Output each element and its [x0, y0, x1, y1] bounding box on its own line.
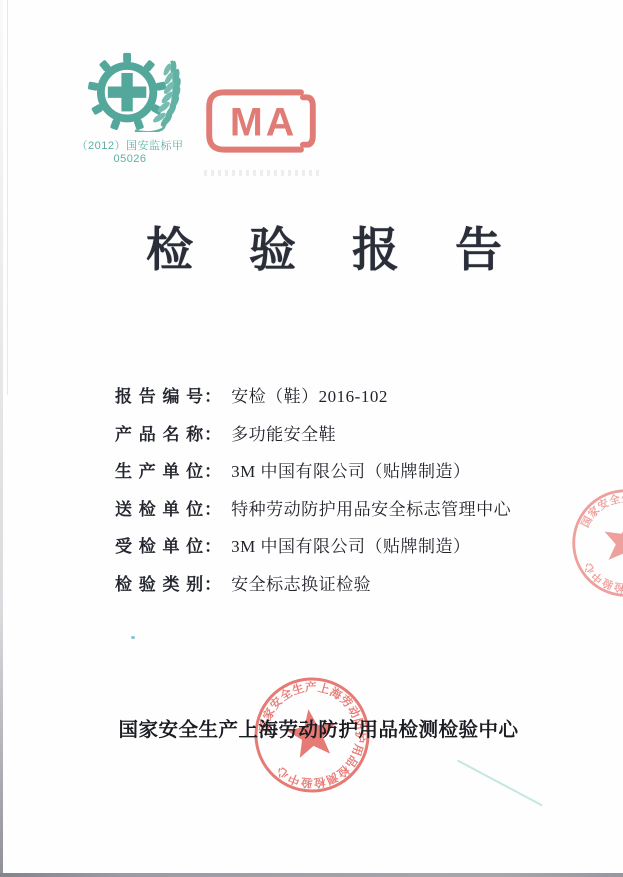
field-value: 安检（鞋）2016-102 [231, 387, 388, 406]
field-row-manufacturer [115, 462, 511, 483]
cma-letters: MA [229, 100, 298, 145]
scan-edge-left [0, 0, 3, 877]
field-label: 报 告 编 号： [115, 387, 223, 406]
safety-mark-emblem-icon [86, 48, 204, 132]
scan-speck [131, 636, 135, 639]
report-fields [115, 387, 511, 595]
field-row-inspected-unit [115, 537, 511, 558]
cma-faint-subtext [204, 170, 320, 176]
field-row-report-number [115, 387, 511, 408]
field-label: 检 验 类 别： [115, 574, 223, 594]
scan-edge-line [7, 0, 8, 395]
issuing-organization: 国家安全生产上海劳动防护用品检测检验中心 [118, 719, 519, 741]
field-value: 3M 中国有限公司（贴牌制造） [231, 462, 471, 481]
field-value: 安全标志换证检验 [231, 574, 372, 594]
safety-mark-caption: （2012）国安监标甲05026 [76, 140, 184, 165]
field-value: 3M 中国有限公司（贴牌制造） [231, 537, 471, 556]
field-value: 多功能安全鞋 [231, 424, 337, 444]
field-value: 特种劳动防护用品安全标志管理中心 [231, 499, 512, 519]
field-label: 送 检 单 位： [115, 499, 223, 519]
official-round-seal-right [561, 478, 623, 608]
field-row-inspection-type [115, 575, 511, 596]
field-label: 生 产 单 位： [115, 462, 223, 481]
field-row-submitting-unit [115, 500, 511, 521]
cma-mark-icon [200, 84, 324, 158]
scan-edge-bottom [0, 873, 623, 877]
cross-icon [108, 73, 146, 111]
field-row-product-name [115, 425, 511, 446]
scan-scratch [457, 760, 542, 806]
report-title: 检验报告 [146, 225, 558, 277]
field-label: 受 检 单 位： [115, 537, 223, 556]
field-label: 产 品 名 称： [115, 424, 223, 444]
